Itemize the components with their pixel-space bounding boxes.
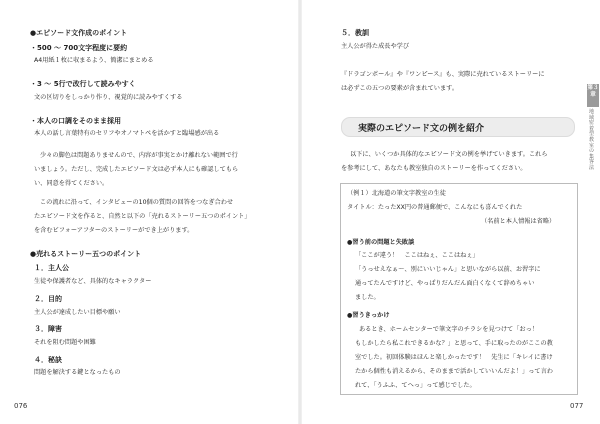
intro-line-1: 以下に、いくつか具体的なエピソード文の例を挙げていきます。これら [350,151,548,158]
intro-line-2: を参考にして、あなたも教室独自のストーリーを作ってください。 [341,165,527,172]
example-h2-line-1: あるとき、ホームセンターで筆文字のチラシを見つけて「おっ！ [359,326,538,333]
paragraph-1-line-2: いましょう。ただし、完成したエピソード文は必ず本人にも確認してもら [34,166,239,173]
tips-heading: ● エピソード文作成のポイント [30,29,127,38]
section-title: 実際のエピソード文の例を紹介 [358,124,485,134]
paragraph-1-line-1: 少々の脚色は問題ありませんので、内容が事実とかけ離れない範囲で行 [40,152,238,159]
point-2-body: 主人公が達成したい目標や願い [34,309,121,316]
paragraph-2-line-2: たエピソード文を作ると、自然と以下の「売れるストーリー五つのポイント」 [34,213,251,220]
chapter-side-tab [587,84,599,254]
tip-1-body: A4用紙１枚に収まるよう、簡潔にまとめる [34,57,154,64]
paragraph-2-line-3: を含むビフォーアフターのストーリーができ上がります。 [34,227,194,234]
point-3-title: ３．障害 [34,325,62,333]
point-4-title: ４．秘訣 [34,356,62,364]
example-box [340,183,578,395]
page-number-left: 076 [14,402,28,410]
paragraph-1-line-3: い、同意を得てください。 [34,180,109,187]
point-2-title: ２．目的 [34,295,62,303]
tip-3-title: ・本人の口調をそのまま採用 [30,117,121,125]
example-h2-line-4: たから個性も消えるから、そのままで活かしていいんだよ！」って言わ [355,368,553,375]
point-1-body: 生徒や保護者など、具体的なキャラクター [34,278,152,285]
quote-line-1: 『ドラゴンボール』や『ワンピース』も、実際に売れているストーリーに [341,71,545,78]
example-title: タイトル：たったXX円の普通郵便で、こんなにも喜んでくれた [347,204,523,211]
example-credit: （名前と本人情報は省略） [481,218,556,225]
page-number-right: 077 [570,402,584,410]
example-h1-line-1: 「ここが違う！ ここはねぇ、ここはねぇ」 [355,252,479,259]
example-h2-line-3: 室でした。初回体験はほんと楽しかったです！ 先生に「キレイに書け [355,354,553,361]
tip-2-body: 文の区切りをしっかり作り、視覚的に読みやすくする [34,94,183,101]
section-title-banner [341,117,575,137]
tip-3-body: 本人の話し言葉特有のセリフやオノマトペを活かすと臨場感が出る [34,130,220,137]
chapter-vertical-title: 地域密着型教室の集客法 [589,109,595,171]
right-page [300,0,600,424]
example-h2-line-2: もしかしたら私これできるかな？」と思って、手に取ったのがここの教 [355,340,553,347]
example-heading-2: ● 習うきっかけ [347,312,390,320]
example-h1-line-4: ました。 [355,294,380,301]
example-h1-line-3: 通ってたんですけど、やっぱりだんだん面白くなくて辞めちゃい [355,280,535,287]
example-label: （例１）北海道の筆文字教室の生徒 [347,190,446,197]
tip-2-title: ・3 ～ 5行で改行して読みやすく [30,80,136,88]
point-5-title: ５．教訓 [341,29,369,37]
point-5-body: 主人公が得た成長や学び [341,43,410,50]
tip-1-title: ・500 ～ 700文字程度に要約 [30,44,128,52]
paragraph-2-line-1: この流れに沿って、インタビューの10個の質問の回答をつなぎ合わせ [40,199,234,206]
points-heading: ● 売れるストーリー五つのポイント [30,250,141,259]
example-h2-line-5: れて、「うふふ、てへっ」って感じでした。 [355,382,476,389]
chapter-label: 第３章 [587,84,599,107]
point-1-title: １．主人公 [34,264,69,272]
example-h1-line-2: 「うっせえなぁ～、別にいいじゃん」と思いながら以前、お習字に [355,266,541,273]
point-3-body: それを阻む問題や困難 [34,339,96,346]
example-heading-1: ● 習う前の問題と失敗談 [347,239,414,247]
quote-line-2: は必ずこの五つの要素が含まれています。 [341,85,459,92]
point-4-body: 問題を解決する鍵となったもの [34,369,121,376]
